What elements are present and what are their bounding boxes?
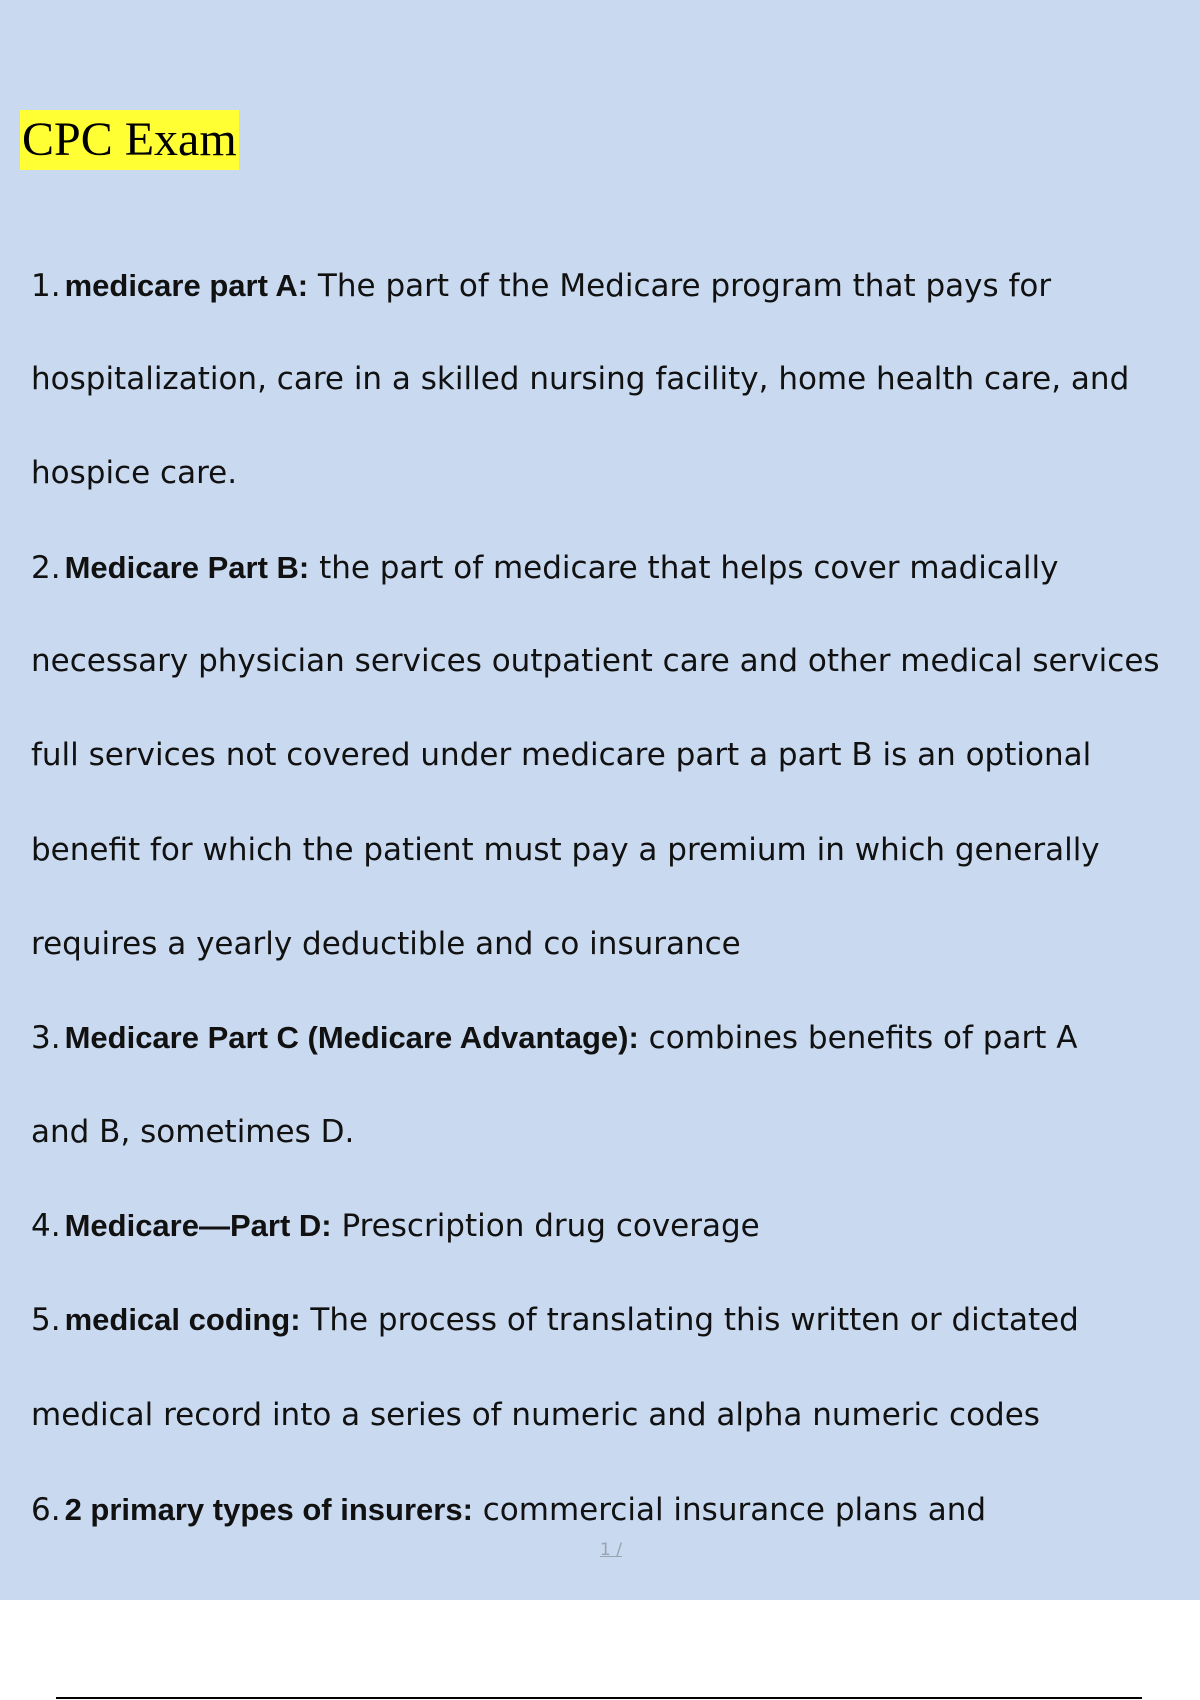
list-item-number: 4. bbox=[31, 1208, 61, 1244]
list-item-2-line-1 bbox=[31, 548, 1059, 588]
list-item-term: 2 primary types of insurers: bbox=[64, 1492, 473, 1527]
list-item-6-line-1 bbox=[31, 1490, 986, 1530]
document-title: CPC Exam bbox=[20, 110, 239, 170]
list-item-term: Medicare—Part D: bbox=[64, 1208, 332, 1243]
list-item-definition: The part of the Medicare program that pays for bbox=[308, 268, 1052, 304]
list-item-1-line-1 bbox=[31, 266, 1051, 306]
list-item-definition: the part of medicare that helps cover madically bbox=[309, 550, 1059, 586]
list-item-5-line-1 bbox=[31, 1300, 1079, 1340]
list-item-1-line-3: hospice care. bbox=[31, 455, 238, 491]
list-item-number: 3. bbox=[31, 1020, 61, 1056]
page-number-marker: 1 / bbox=[600, 1540, 622, 1560]
list-item-definition: commercial insurance plans and bbox=[472, 1492, 987, 1528]
list-item-term: medicare part A: bbox=[64, 268, 309, 303]
list-item-definition: Prescription drug coverage bbox=[331, 1208, 760, 1244]
list-item-number: 6. bbox=[31, 1492, 61, 1528]
list-item-term: medical coding: bbox=[64, 1302, 301, 1337]
list-item-number: 5. bbox=[31, 1302, 61, 1338]
list-item-3-line-1 bbox=[31, 1018, 1077, 1058]
list-item-2-line-2: necessary physician services outpatient care and other medical services bbox=[31, 643, 1160, 679]
list-item-3-line-2: and B, sometimes D. bbox=[31, 1114, 355, 1150]
list-item-definition: The process of translating this written or dictated bbox=[300, 1302, 1079, 1338]
footer-divider bbox=[56, 1697, 1142, 1699]
list-item-2-line-5: requires a yearly deductible and co insurance bbox=[31, 926, 741, 962]
list-item-2-line-3: full services not covered under medicare part a part B is an optional bbox=[31, 737, 1092, 773]
list-item-4-line-1 bbox=[31, 1206, 760, 1246]
list-item-term: Medicare Part B: bbox=[64, 550, 310, 585]
list-item-1-line-2: hospitalization, care in a skilled nursing facility, home health care, and bbox=[31, 361, 1130, 397]
list-item-number: 2. bbox=[31, 550, 61, 586]
list-item-5-line-2: medical record into a series of numeric and alpha numeric codes bbox=[31, 1397, 1040, 1433]
list-item-2-line-4: benefit for which the patient must pay a premium in which generally bbox=[31, 832, 1100, 868]
list-item-number: 1. bbox=[31, 268, 61, 304]
list-item-term: Medicare Part C (Medicare Advantage): bbox=[64, 1020, 639, 1055]
list-item-definition: combines benefits of part A bbox=[638, 1020, 1078, 1056]
